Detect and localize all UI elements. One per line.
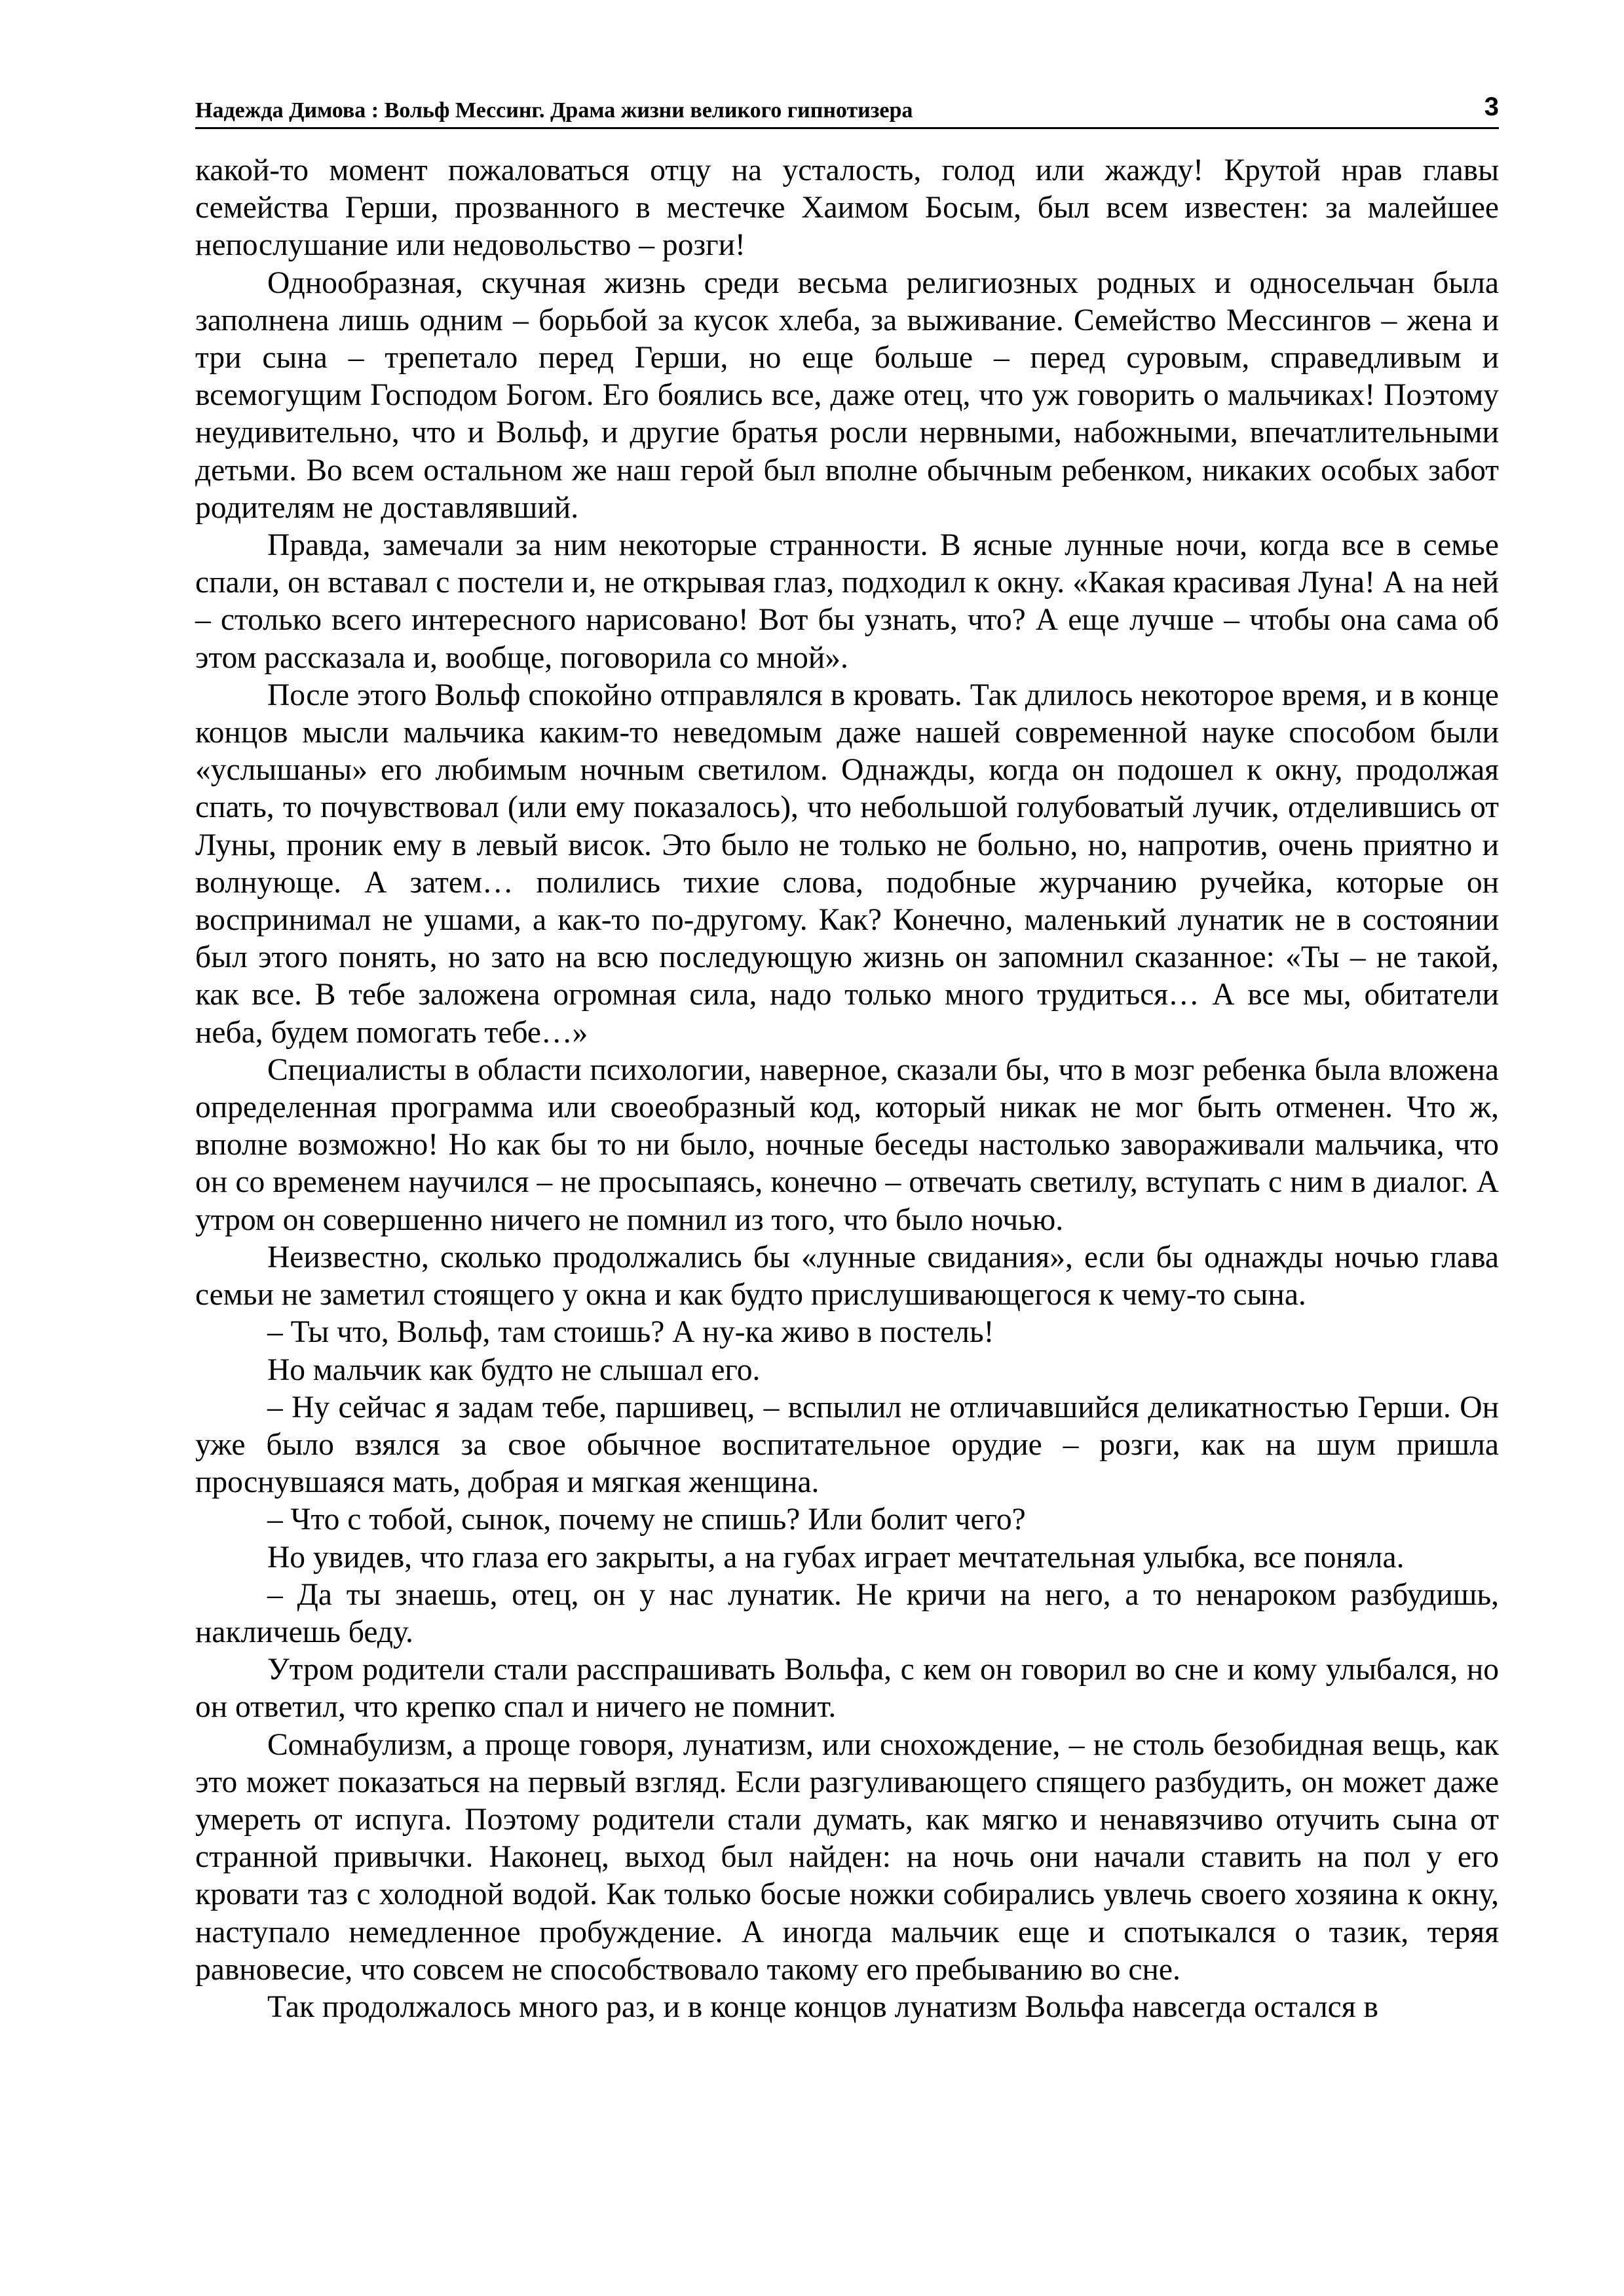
paragraph-6: Неизвестно, сколько продолжались бы «лунные свидания», если бы однажды ночью глава семьи не заметил стоящего у окна и как будто прислушивающегося к чему-то сына. bbox=[195, 1240, 1499, 1312]
paragraph-14: Сомнабулизм, а проще говоря, лунатизм, или снохождение, – не столь безобидная вещь, как это может показаться на первый взгляд. Если разгуливающего спящего разбудить, он может даже умереть от испуга. Поэтому родители стали думать, как мягко и ненавязчиво отучить сына от странной привычки. Наконец, выход был найден: на ночь они начали ставить на пол у его кровати таз с холодной водой. Как только босые ножки собирались увлечь своего хозяина к окну, наступало немедленное пробуждение. А иногда мальчик еще и спотыкался о тазик, теряя равновесие, что совсем не способствовало такому его пребыванию во сне. bbox=[195, 1727, 1499, 1987]
paragraph-11: Но увидев, что глаза его закрыты, а на губах играет мечтательная улыбка, все поняла. bbox=[267, 1540, 1405, 1575]
paragraph-2: Однообразная, скучная жизнь среди весьма религиозных родных и односельчан была заполнена лишь одним – борьбой за кусок хлеба, за выживание. Семейство Мессингов – жена и три сына – трепетало перед Герши, но еще больше – перед суровым, справедливым и всемогущим Господом Богом. Его боялись все, даже отец, что уж говорить о мальчиках! Поэтому неудивительно, что и Вольф, и другие братья росли нервными, набожными, впечатлительными детьми. Во всем остальном же наш герой был вполне обычным ребенком, никаких особых забот родителям не доставлявший. bbox=[195, 265, 1499, 525]
paragraph-8: Но мальчик как будто не слышал его. bbox=[267, 1352, 761, 1387]
paragraph-15: Так продолжалось много раз, и в конце концов лунатизм Вольфа навсегда остался в bbox=[267, 1989, 1378, 2024]
running-header bbox=[195, 90, 1499, 129]
paragraph-10: – Что с тобой, сынок, почему не спишь? Или болит чего? bbox=[267, 1502, 1026, 1537]
paragraph-9: – Ну сейчас я задам тебе, паршивец, – вспылил не отличавшийся деликатностью Герши. Он уже было взялся за свое обычное воспитательное орудие – розги, как на шум пришла проснувшаяся мать, добрая и мягкая женщина. bbox=[195, 1390, 1499, 1500]
paragraph-1: какой-то момент пожаловаться отцу на усталость, голод или жажду! Крутой нрав главы семейства Герши, прозванного в местечке Хаимом Босым, был всем известен: за малейшее непослушание или недовольство – розги! bbox=[195, 153, 1499, 263]
paragraph-4: После этого Вольф спокойно отправлялся в кровать. Так длилось некоторое время, и в конце концов мысли мальчика каким-то неведомым даже нашей современной науке способом были «услышаны» его любимым ночным светилом. Однажды, когда он подошел к окну, продолжая спать, то почувствовал (или ему показалось), что небольшой голубоватый лучик, отделившись от Луны, проник ему в левый висок. Это было не только не больно, но, напротив, очень приятно и волнующе. А затем… полились тихие слова, подобные журчанию ручейка, которые он воспринимал не ушами, а как-то по-другому. Как? Конечно, маленький лунатик не в состоянии был этого понять, но зато на всю последующую жизнь он запомнил сказанное: «Ты – не такой, как все. В тебе заложена огромная сила, надо только много трудиться… А все мы, обитатели неба, будем помогать тебе…» bbox=[195, 678, 1499, 1050]
paragraph-3: Правда, замечали за ним некоторые странности. В ясные лунные ночи, когда все в семье спали, он вставал с постели и, не открывая глаз, подходил к окну. «Какая красивая Луна! А на ней – столько всего интересного нарисовано! Вот бы узнать, что? А еще лучше – чтобы она сама об этом рассказала и, вообще, поговорила со мной». bbox=[195, 528, 1499, 675]
header-title: Надежда Димова : Вольф Мессинг. Драма жизни великого гипнотизера bbox=[195, 98, 913, 123]
paragraph-5: Специалисты в области психологии, наверное, сказали бы, что в мозг ребенка была вложена определенная программа или своеобразный код, который никак не мог быть отменен. Что ж, вполне возможно! Но как бы то ни было, ночные беседы настолько завораживали мальчика, что он со временем научился – не просыпаясь, конечно – отвечать светилу, вступать с ним в диалог. А утром он совершенно ничего не помнил из того, что было ночью. bbox=[195, 1052, 1499, 1237]
paragraph-13: Утром родители стали расспрашивать Вольфа, с кем он говорил во сне и кому улыбался, но он ответил, что крепко спал и ничего не помнит. bbox=[195, 1653, 1499, 1725]
paragraph-7: – Ты что, Вольф, там стоишь? А ну-ка живо в постель! bbox=[267, 1315, 994, 1350]
body-text bbox=[195, 152, 1499, 2026]
paragraph-12: – Да ты знаешь, отец, он у нас лунатик. Не кричи на него, а то ненароком разбудишь, накличешь беду. bbox=[195, 1577, 1499, 1649]
page-number: 3 bbox=[1484, 92, 1499, 121]
